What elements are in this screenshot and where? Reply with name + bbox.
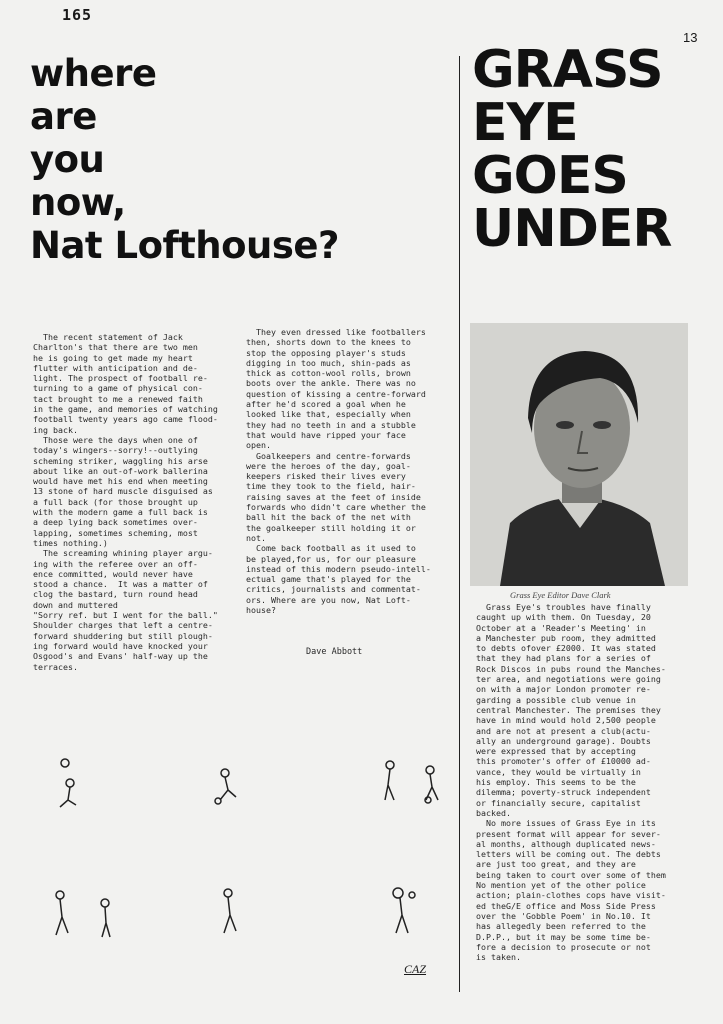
headline-line: GRASS bbox=[472, 40, 663, 100]
headline-line: are bbox=[30, 95, 97, 138]
cartoon-figure bbox=[224, 889, 236, 933]
page-number: 165 bbox=[62, 6, 93, 24]
headline-line: now, bbox=[30, 181, 126, 224]
folio-number: 13 bbox=[683, 30, 698, 45]
cartoon-figure bbox=[215, 769, 236, 804]
cartoonist-signature: CAZ bbox=[404, 962, 427, 976]
headline-line: you bbox=[30, 138, 105, 181]
portrait-image bbox=[470, 323, 688, 586]
headline-line: Nat Lofthouse? bbox=[30, 224, 339, 267]
left-headline bbox=[30, 52, 450, 267]
cartoon-figure bbox=[385, 761, 438, 803]
football-cartoon bbox=[50, 755, 450, 955]
editor-photo bbox=[470, 323, 688, 586]
byline: Dave Abbott bbox=[306, 647, 363, 657]
headline-line: where bbox=[30, 52, 157, 95]
photo-caption: Grass Eye Editor Dave Clark bbox=[510, 590, 611, 600]
cartoon-figure bbox=[60, 759, 76, 807]
article-column-1: The recent statement of Jack Charlton's that there are two men he is going to get made my heart flutter with anticipation and de- light. The prospect of football re- turning to a game of physical con- tact brought to me a renewed faith in the game, and memories of watching football twenty years ago came flood- ing back. Those were the days when one of today's wingers--sorry!--outlying scheming striker, waggling his arse about like an out-of-work ballerina would have met his end when meeting 13 stone of hard muscle disguised as a full back (for those brought up with the modern game a full back is a deep lying back sometimes over- lapping, sometimes scheming, most times nothing.) The screaming whining player argu- ing with the referee over an off- ence committed, would never have stood a chance. It was a matter of clog the bastard, turn round head down and muttered "Sorry ref. but I went for the ball." Shoulder charges that left a centre- forward shuddering but still plough- ing forward would have knocked your Osgood's and Evans' half-way up the terraces. bbox=[33, 332, 218, 672]
cartoon-figure bbox=[393, 888, 415, 933]
headline-line: EYE bbox=[472, 93, 578, 153]
right-headline bbox=[472, 40, 712, 259]
article-column-2: They even dressed like footballers then, shorts down to the knees to stop the opposing player's studs digging in too much, shin-pads as thick as cotton-wool rolls, brown boots over the ankle. There was no question of kissing a centre-forward after he'd scored a goal when he looked like that, especially when they had no teeth in and a stubble that would have ripped your face open. Goalkeepers and centre-forwards were the heroes of the day, goal- keepers risked their lives every time they took to the field, hair- raising saves at the feet of inside forwards who didn't care whether the ball hit the back of the net with the goalkeeper still holding it or not. Come back football as it used to be played,for us, for our pleasure instead of this modern pseudo-intell- ectual game that's played for the critics, journalists and commentat- ors. Where are you now, Nat Loft- house? bbox=[246, 327, 431, 616]
headline-line: UNDER bbox=[472, 199, 672, 259]
right-article-body: Grass Eye's troubles have finally caught up with them. On Tuesday, 20 October at a 'Reader's Meeting' in a Manchester pub room, they admitted to debts ofover £2000. It was stated that they had plans for a series of Rock Discos in pubs round the Manches- ter area, and negotiations were going on with a major London promoter re- garding a possible club venue in central Manchester. The premises they have in mind would hold 2,500 people and are not at present a club(actu- ally an underground garage). Doubts were expressed that by accepting this promoter's offer of £10000 ad- vance, they would be virtually in his employ. This seems to be the dilemma; poverty-struck independent or financially secure, capitalist backed. No more issues of Grass Eye in its present format will appear for sever- al months, although duplicated news- letters will be coming out. The debts are just too great, and they are being taken to court over some of them No mention yet of the other police action; plain-clothes cops have visit- ed theG/E office and Moss Side Press over the 'Gobble Poem' in No.10. It has allegedly been referred to the D.P.P., but it may be some time be- fore a decision to prosecute or not is taken. bbox=[476, 602, 666, 963]
headline-line: GOES bbox=[472, 146, 628, 206]
cartoon-figure bbox=[56, 891, 110, 937]
column-divider bbox=[459, 56, 460, 992]
